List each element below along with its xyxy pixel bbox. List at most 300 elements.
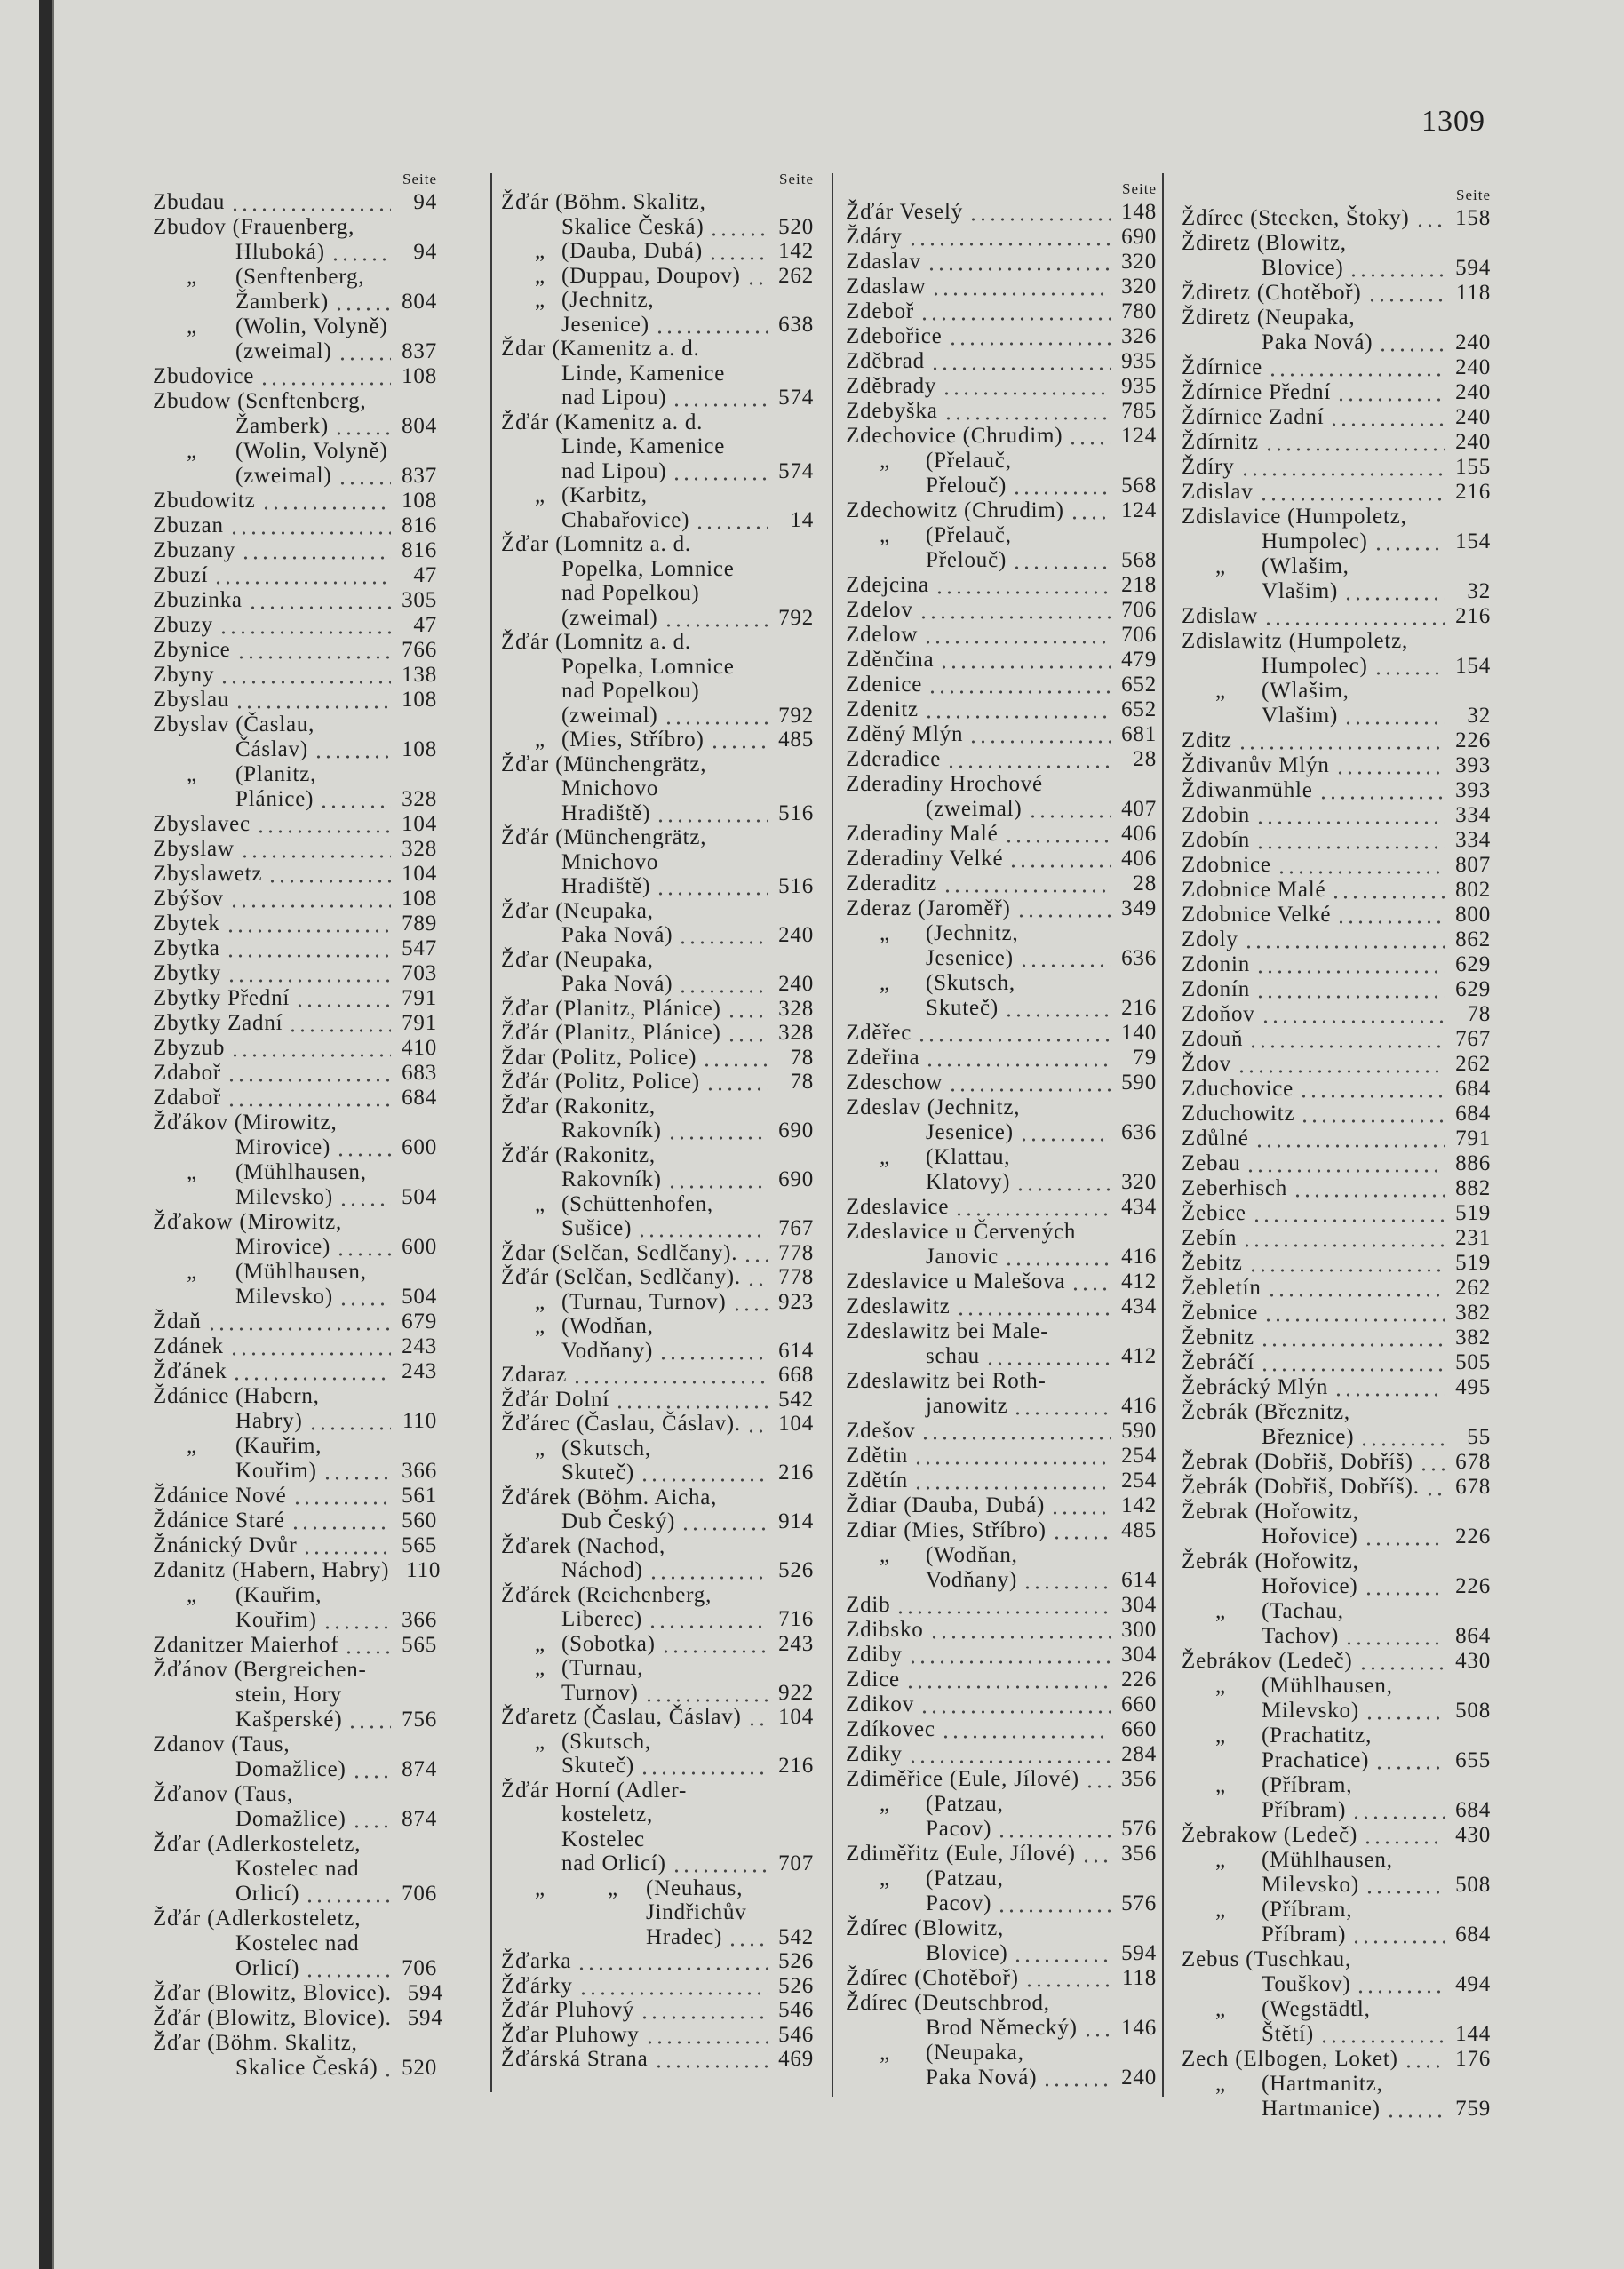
index-entry xyxy=(501,728,814,752)
page-reference: 886 xyxy=(1455,1151,1491,1175)
index-entry xyxy=(153,489,437,514)
index-entry xyxy=(1182,1350,1491,1375)
dot-leader xyxy=(640,1998,768,2023)
page-reference: 678 xyxy=(1455,1475,1491,1499)
page-reference: 508 xyxy=(1455,1873,1491,1897)
entry-line xyxy=(501,1119,814,1143)
entry-name: Zdechowitz (Chrudim) xyxy=(846,498,1064,522)
index-entry xyxy=(1182,1400,1491,1450)
entry-line xyxy=(1182,778,1491,803)
dot-leader xyxy=(705,1070,768,1095)
dot-leader xyxy=(1404,2047,1445,2072)
dot-leader xyxy=(1019,1120,1111,1145)
entry-line xyxy=(153,1036,437,1061)
entry-line xyxy=(501,1485,814,1510)
page-reference: 262 xyxy=(778,263,814,288)
entry-name: (Schüttenhofen, xyxy=(561,1191,713,1216)
entry-continuation: Jesenice) xyxy=(926,946,1014,970)
entry-line xyxy=(501,1021,814,1046)
entry-line xyxy=(1182,1699,1491,1724)
column-rule xyxy=(490,173,492,2092)
index-entry xyxy=(1182,1898,1491,1947)
page-reference: 804 xyxy=(402,290,437,314)
entry-line xyxy=(153,1857,437,1882)
ditto-mark: „ xyxy=(535,288,545,312)
entry-name: Ždírnice xyxy=(1182,355,1263,379)
page-reference: 690 xyxy=(1121,225,1157,249)
dot-leader xyxy=(291,1509,391,1533)
index-entry xyxy=(846,1767,1157,1792)
dot-leader xyxy=(235,688,391,713)
entry-name: Žďar (Planitz, Plánice) xyxy=(501,996,721,1021)
entry-continuation: Skuteč) xyxy=(561,1461,634,1485)
dot-leader xyxy=(927,250,1111,275)
entry-line xyxy=(1182,206,1491,231)
entry-line xyxy=(153,663,437,688)
page-reference: 638 xyxy=(778,312,814,337)
entry-name: (Jechnitz, xyxy=(561,288,655,312)
index-entry xyxy=(846,1270,1157,1294)
dot-leader xyxy=(1260,1326,1445,1350)
entry-name: Ždiwanmühle xyxy=(1182,778,1313,802)
entry-line xyxy=(153,364,437,389)
entry-name: Zdanov (Taus, xyxy=(153,1732,291,1756)
dot-leader xyxy=(1374,1748,1445,1773)
entry-line xyxy=(501,948,814,973)
entry-line xyxy=(153,1832,437,1857)
dot-leader xyxy=(1028,797,1111,822)
dot-leader xyxy=(1386,2097,1445,2122)
entry-name: Žďárec (Časlau, Čáslav). xyxy=(501,1412,741,1436)
dot-leader xyxy=(236,638,391,663)
entry-name: Ždírec (Blowitz, xyxy=(846,1916,1005,1940)
entry-name: Zdůlné xyxy=(1182,1127,1249,1150)
dot-leader xyxy=(352,1757,391,1782)
index-entry xyxy=(153,1434,437,1484)
entry-name: Žebrák (Hořowitz, xyxy=(1182,1549,1359,1573)
entry-name: (Wolin, Volyně) xyxy=(235,314,388,338)
entry-line xyxy=(501,1876,814,1901)
entry-continuation: Rakovník) xyxy=(561,1167,662,1191)
entry-name: Zdětín xyxy=(846,1469,909,1493)
dot-leader xyxy=(261,489,391,514)
entry-name: Ždiar (Dauba, Dubá) xyxy=(846,1493,1046,1517)
dot-leader xyxy=(338,464,391,489)
entry-line xyxy=(1182,355,1491,380)
entry-name: Žďar (Neupaka, xyxy=(501,947,654,972)
index-entry xyxy=(153,1509,437,1533)
page-reference: 816 xyxy=(402,538,437,562)
ditto-mark: „ xyxy=(1215,554,1226,578)
entry-line xyxy=(1182,1500,1491,1525)
entry-name: Zbynice xyxy=(153,638,231,662)
entry-name: Zbuzany xyxy=(153,538,236,562)
index-entry xyxy=(153,1260,437,1310)
entry-line xyxy=(846,1643,1157,1668)
dot-leader xyxy=(667,1167,768,1192)
dot-leader xyxy=(319,787,391,812)
index-entry xyxy=(1182,206,1491,231)
page-reference: 914 xyxy=(778,1509,814,1533)
dot-leader xyxy=(241,538,391,563)
entry-line xyxy=(1182,330,1491,355)
entry-name: Ždar (Kamenitz a. d. xyxy=(501,337,700,361)
index-entry xyxy=(1182,281,1491,306)
entry-continuation: Blovice) xyxy=(926,1941,1008,1965)
dot-leader xyxy=(314,737,391,762)
entry-name: Žďár (Adlerkosteletz, xyxy=(153,1907,362,1931)
dot-leader xyxy=(1019,946,1111,971)
entry-name: Žďárek (Böhm. Aicha, xyxy=(501,1485,718,1509)
ditto-mark: „ xyxy=(880,1543,890,1567)
entry-line xyxy=(501,1265,814,1290)
page-reference: 110 xyxy=(402,1409,437,1433)
dot-leader xyxy=(920,1419,1111,1444)
index-entry xyxy=(501,532,814,630)
page-reference: 629 xyxy=(1455,977,1491,1001)
entry-line xyxy=(1182,1052,1491,1077)
entry-name: Ždiretz (Neupaka, xyxy=(1182,306,1356,330)
entry-name: Zdiměřitz (Eule, Jílové) xyxy=(846,1842,1076,1866)
dot-leader xyxy=(746,1412,768,1437)
entry-line xyxy=(1182,579,1491,604)
entry-continuation: nad Popelkou) xyxy=(561,679,700,703)
entry-continuation: Humpolec) xyxy=(1262,654,1368,678)
entry-line xyxy=(501,1290,814,1315)
index-entry xyxy=(153,314,437,364)
index-entry xyxy=(846,1692,1157,1717)
entry-line xyxy=(501,1046,814,1071)
ditto-mark: „ xyxy=(535,728,545,752)
entry-line xyxy=(846,1071,1157,1095)
ditto-mark: „ xyxy=(880,523,890,547)
index-entry xyxy=(501,1070,814,1095)
entry-continuation: Plánice) xyxy=(235,787,314,811)
entry-continuation: Hradiště) xyxy=(561,874,651,898)
entry-line xyxy=(1182,828,1491,853)
entry-line xyxy=(501,264,814,289)
page-reference: 240 xyxy=(1121,2066,1157,2090)
index-entry xyxy=(846,1493,1157,1518)
entry-line xyxy=(153,1658,437,1683)
index-entry xyxy=(153,1658,437,1732)
page-reference: 262 xyxy=(1455,1276,1491,1300)
page-reference: 837 xyxy=(402,464,437,488)
ditto-mark: „ xyxy=(535,1436,545,1461)
entry-continuation: Mirovice) xyxy=(235,1135,331,1159)
page-reference: 216 xyxy=(1121,996,1157,1020)
entry-line xyxy=(153,986,437,1011)
index-entry xyxy=(1182,1375,1491,1400)
entry-name: (Turnau, xyxy=(561,1656,644,1680)
page-reference: 683 xyxy=(402,1061,437,1085)
index-entry xyxy=(1182,1947,1491,1997)
page-reference: 78 xyxy=(790,1045,814,1070)
page-reference: 142 xyxy=(778,239,814,263)
index-entry xyxy=(846,1618,1157,1643)
page-reference: 508 xyxy=(1455,1699,1491,1723)
index-entry xyxy=(153,1310,437,1334)
entry-name: Žďár (Selčan, Sedlčany). xyxy=(501,1265,741,1289)
index-entry xyxy=(153,1583,437,1633)
entry-continuation: Janovic xyxy=(926,1245,999,1269)
dot-leader xyxy=(1333,1375,1445,1400)
entry-line xyxy=(153,737,437,762)
entry-line xyxy=(1182,853,1491,878)
index-entry xyxy=(501,1412,814,1437)
ditto-mark: „ xyxy=(187,439,197,463)
page-reference: 660 xyxy=(1121,1717,1157,1741)
index-entry xyxy=(846,399,1157,424)
entry-name: Žďár (Kamenitz a. d. xyxy=(501,410,704,434)
dot-leader xyxy=(1013,1941,1111,1966)
dot-leader xyxy=(1004,996,1111,1021)
entry-name: Zbyslau xyxy=(153,688,230,712)
index-entry xyxy=(153,1782,437,1832)
page-reference: 47 xyxy=(413,613,437,637)
entry-line xyxy=(153,912,437,936)
entry-name: Ždírec (Chotěboř) xyxy=(846,1966,1019,1990)
entry-continuation: Chabařovice) xyxy=(561,507,690,532)
index-entry xyxy=(1182,803,1491,828)
page-reference: 547 xyxy=(402,936,437,960)
dot-leader xyxy=(1419,1450,1445,1475)
entry-line xyxy=(153,1882,437,1907)
dot-leader xyxy=(1008,847,1111,872)
index-entry xyxy=(846,424,1157,449)
page-reference: 684 xyxy=(1455,1923,1491,1947)
page-reference: 837 xyxy=(402,339,437,363)
page-reference: 703 xyxy=(402,961,437,985)
entry-name: Zděbrady xyxy=(846,374,937,398)
entry-name: Zduchowitz xyxy=(1182,1102,1295,1126)
entry-line xyxy=(153,2006,443,2031)
entry-line xyxy=(1182,903,1491,928)
entry-line xyxy=(846,1344,1157,1369)
entry-name: Žďárek (Reichenberg, xyxy=(501,1582,712,1607)
entry-name: Zbuzan xyxy=(153,514,224,537)
index-entry xyxy=(846,1046,1157,1071)
index-entry xyxy=(846,896,1157,921)
entry-name: Žebnitz xyxy=(1182,1326,1254,1349)
page-reference: 636 xyxy=(1121,1120,1157,1144)
index-entry xyxy=(1182,679,1491,728)
entry-line xyxy=(153,812,437,837)
dot-leader xyxy=(1373,529,1445,554)
entry-line xyxy=(846,2016,1157,2041)
entry-line xyxy=(153,1484,437,1509)
ditto-mark: „ xyxy=(535,1875,545,1900)
index-entry xyxy=(846,1593,1157,1618)
dot-leader xyxy=(1365,1699,1445,1724)
dot-leader xyxy=(1242,1226,1445,1251)
entry-line xyxy=(153,1111,437,1135)
page-reference: 226 xyxy=(1455,1574,1491,1598)
entry-line xyxy=(1182,1773,1491,1798)
entry-name: Zdobnice Malé xyxy=(1182,878,1326,902)
page-reference: 78 xyxy=(1467,1002,1491,1026)
index-entry xyxy=(153,961,437,986)
index-entry xyxy=(846,1742,1157,1767)
entry-line xyxy=(153,1160,437,1185)
entry-name: Ždivanův Mlýn xyxy=(1182,753,1330,777)
page-reference: 47 xyxy=(413,563,437,587)
entry-line xyxy=(153,1260,437,1285)
page-reference: 216 xyxy=(778,1461,814,1485)
entry-line xyxy=(1182,380,1491,405)
entry-name: Zbýšov xyxy=(153,887,224,911)
entry-continuation: Žamberk) xyxy=(235,290,329,314)
page-reference: 594 xyxy=(1121,1941,1157,1965)
page-reference: 684 xyxy=(1455,1798,1491,1822)
entry-continuation: Milevsko) xyxy=(235,1285,333,1309)
index-entry xyxy=(153,588,437,613)
page-reference: 594 xyxy=(407,1981,443,2005)
index-entry xyxy=(1182,778,1491,803)
entry-line xyxy=(1182,1176,1491,1201)
entry-line xyxy=(153,414,437,439)
entry-line xyxy=(846,1867,1157,1891)
index-entry xyxy=(846,772,1157,822)
entry-continuation: Brod Německý) xyxy=(926,2016,1078,2040)
page-reference: 807 xyxy=(1455,853,1491,877)
index-entry xyxy=(1182,853,1491,878)
page-reference: 519 xyxy=(1455,1251,1491,1275)
page-reference: 104 xyxy=(402,862,437,886)
dot-leader xyxy=(1373,654,1445,679)
entry-line xyxy=(501,410,814,435)
entry-name: Ždírnice Zadní xyxy=(1182,405,1325,429)
index-entry xyxy=(153,638,437,663)
entry-continuation: Prachatice) xyxy=(1262,1748,1370,1772)
entry-line xyxy=(1182,1425,1491,1450)
ditto-mark: „ xyxy=(880,1867,890,1891)
index-entry xyxy=(846,971,1157,1021)
page-reference: 320 xyxy=(1121,275,1157,299)
page-reference: 935 xyxy=(1121,349,1157,373)
entry-line xyxy=(501,1779,814,1803)
entry-line xyxy=(153,887,437,912)
page-reference: 494 xyxy=(1455,1972,1491,1996)
dot-leader xyxy=(229,1334,391,1359)
page-reference: 469 xyxy=(778,2047,814,2071)
ditto-mark: „ xyxy=(1215,2072,1226,2096)
index-entry xyxy=(501,1779,814,1876)
index-entry xyxy=(1182,231,1491,281)
dot-leader xyxy=(672,459,768,484)
entry-name: Žďar (Böhm. Skalitz, xyxy=(153,2031,358,2055)
dot-leader xyxy=(615,1388,768,1413)
index-entry xyxy=(153,1484,437,1509)
page-reference: 520 xyxy=(778,214,814,239)
index-entry xyxy=(501,483,814,532)
entry-name: Žebrák (Březnitz, xyxy=(1182,1400,1350,1424)
dot-leader xyxy=(658,1339,768,1364)
page-reference: 568 xyxy=(1121,548,1157,572)
entry-continuation: Hořovice) xyxy=(1262,1574,1358,1598)
page-reference: 590 xyxy=(1121,1419,1157,1443)
entry-line xyxy=(153,1782,437,1807)
index-entry xyxy=(846,2041,1157,2090)
page-reference: 706 xyxy=(402,1882,437,1906)
entry-name: Zderadiny Velké xyxy=(846,847,1004,871)
entry-name: Zdaslaw xyxy=(846,275,927,299)
entry-line xyxy=(846,971,1157,996)
page-reference: 789 xyxy=(402,912,437,935)
page-reference: 800 xyxy=(1455,903,1491,927)
page-reference: 366 xyxy=(402,1459,437,1483)
entry-name: Žďar (Adlerkosteletz, xyxy=(153,1832,362,1856)
entry-continuation: schau xyxy=(926,1344,980,1368)
ditto-mark: „ xyxy=(535,1191,545,1216)
dot-leader xyxy=(226,936,391,961)
entry-continuation: Rakovník) xyxy=(561,1119,662,1142)
entry-continuation: Přelouč) xyxy=(926,548,1007,572)
dot-leader xyxy=(1013,1394,1111,1419)
entry-line xyxy=(501,288,814,313)
dot-leader xyxy=(935,573,1111,598)
entry-line xyxy=(1182,1102,1491,1127)
entry-line xyxy=(846,349,1157,374)
page-reference: 226 xyxy=(1121,1668,1157,1692)
index-entry xyxy=(153,1384,437,1434)
index-column-3 xyxy=(846,180,1157,2090)
entry-line xyxy=(846,449,1157,474)
page-reference: 146 xyxy=(1121,2016,1157,2040)
index-entry xyxy=(1182,629,1491,679)
entry-line xyxy=(153,1310,437,1334)
index-entry xyxy=(153,812,437,837)
entry-line xyxy=(846,1021,1157,1046)
index-entry xyxy=(846,200,1157,225)
entry-line xyxy=(501,337,814,362)
entry-line xyxy=(846,1493,1157,1518)
index-entry xyxy=(1182,903,1491,928)
entry-line xyxy=(846,1891,1157,1916)
dot-leader xyxy=(229,887,391,912)
dot-leader xyxy=(334,414,391,439)
entry-line xyxy=(501,1534,814,1559)
entry-name: Zdonín xyxy=(1182,977,1251,1001)
index-entry xyxy=(153,1061,437,1086)
entry-line xyxy=(846,1046,1157,1071)
seite-header: Seite xyxy=(402,171,437,187)
ditto-mark: „ xyxy=(187,1160,197,1184)
page-reference: 412 xyxy=(1121,1344,1157,1368)
page-reference: 155 xyxy=(1455,455,1491,479)
entry-name: (Mühlhausen, xyxy=(235,1260,367,1284)
entry-line xyxy=(846,1145,1157,1170)
ditto-mark: „ xyxy=(535,239,545,263)
index-entry xyxy=(153,2006,443,2031)
entry-line xyxy=(153,1359,437,1384)
index-entry xyxy=(846,1469,1157,1493)
index-entry xyxy=(153,1633,437,1658)
index-entry xyxy=(153,439,437,489)
entry-line xyxy=(153,464,437,489)
entry-line xyxy=(1182,1326,1491,1350)
entry-line xyxy=(846,1717,1157,1742)
entry-name: Žebitz xyxy=(1182,1251,1243,1275)
entry-line xyxy=(501,1461,814,1485)
entry-name: Zdiar (Mies, Stříbro) xyxy=(846,1518,1047,1542)
page-reference: 526 xyxy=(778,1973,814,1998)
index-entry xyxy=(1182,1201,1491,1226)
entry-line xyxy=(846,747,1157,772)
entry-name: Zebín xyxy=(1182,1226,1238,1250)
dot-leader xyxy=(968,200,1111,225)
index-entry xyxy=(846,1916,1157,1966)
